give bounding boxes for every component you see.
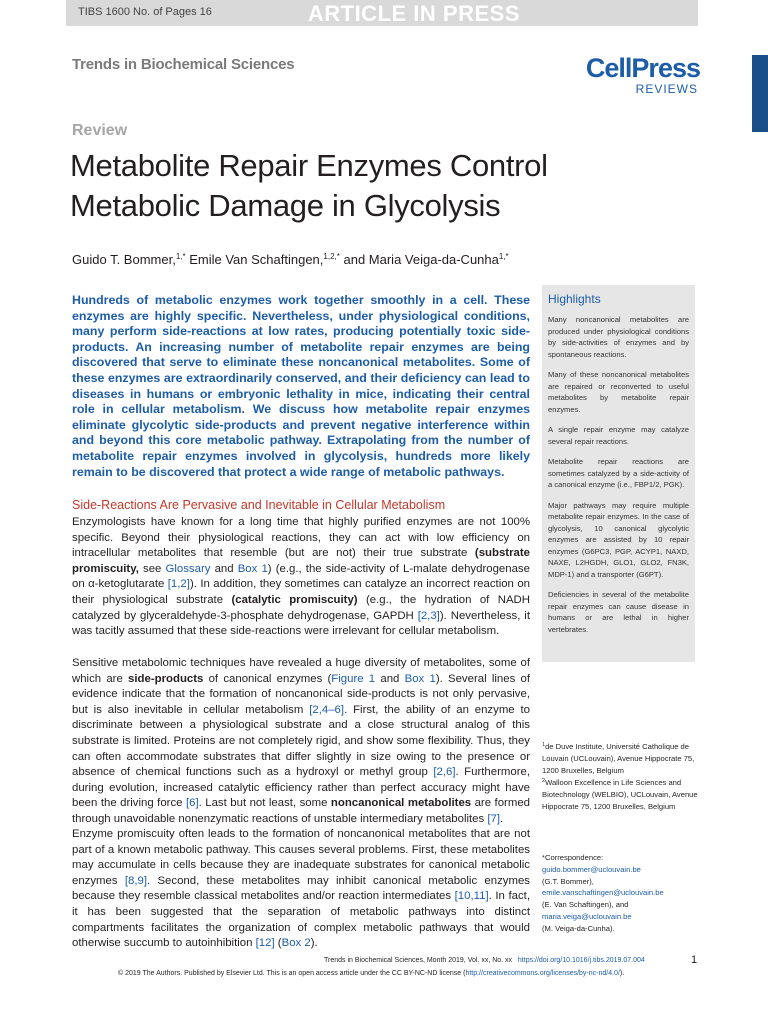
affiliation-text: de Duve Institute, Université Catholique de Louvain (UCLouvain), Avenue Hippocrate 75, 1200 Bruxelles, Belgium	[542, 742, 695, 775]
email-link[interactable]: maria.veiga@uclouvain.be	[542, 911, 632, 921]
correspondence-label: *Correspondence:	[542, 853, 604, 862]
text-run: . In fact, it has been suggested that the separation of metabolic pathways into distinct compartments facilitates the organization of complex metabolic pathways that would otherwise succumb to autoinhibition	[72, 890, 530, 950]
article-in-press-label: ARTICLE IN PRESS	[307, 1, 520, 26]
license-text: © 2019 The Authors. Published by Elsevier Ltd. This is an open access article under the CC BY-NC-ND license (	[118, 970, 466, 977]
affiliation-text: Walloon Excellence in Life Sciences and Biotechnology (WELBIO), UCLouvain, Avenue Hippocrate 75, 1200 Bruxelles, Belgium	[542, 778, 698, 811]
license-link[interactable]: http://creativecommons.org/licenses/by-nc-nd/4.0/	[465, 970, 620, 977]
reference-link[interactable]: [12]	[255, 937, 275, 950]
box-link[interactable]: Box 2	[281, 937, 311, 950]
author-name: and Maria Veiga-da-Cunha	[339, 252, 499, 267]
highlight-item: Deficiencies in several of the metabolite repair enzymes can cause disease in humans or are lethal in higher vertebrates.	[548, 590, 689, 634]
highlight-item: Many of these noncanonical metabolites are repaired or reconverted to useful metabolites by metabolite repair enzymes.	[548, 370, 689, 414]
highlight-item: Major pathways may require multiple metabolite repair enzymes. In the case of glycolysis, 10 canonical glycolytic enzymes are assisted by 10 repair enzymes (G6PC3, PGP, ACYP1, NAXD, NAXE, L2HGDH, GLO1, GLO2, FN3K, MDP-1) and a transporter (G6PT).	[548, 500, 689, 579]
article-title: Metabolite Repair Enzymes Control Metabolic Damage in Glycolysis	[70, 148, 548, 223]
text-run: ). Several lines of evidence indicate that the formation of noncanonical side-products is not only pervasive, but is also inevitable in cellular metabolism	[72, 672, 530, 716]
highlights-heading: Highlights	[548, 292, 601, 306]
box-link[interactable]: Box 1	[404, 672, 436, 685]
correspondent-name: (M. Veiga-da-Cunha).	[542, 923, 615, 933]
highlight-item: Metabolite repair reactions are sometimes catalyzed by a side-activity of a canonical enzyme (i.e., FBP1/2, PGK).	[548, 457, 689, 489]
side-color-tab	[752, 55, 768, 132]
text-run: of canonical enzymes (	[203, 672, 332, 685]
highlight-item: Many noncanonical metabolites are produced under physiological conditions by side-activities of enzymes and by spontaneous reactions.	[548, 315, 689, 359]
text-run: . Last but not least, some	[198, 797, 331, 810]
author-list	[72, 252, 509, 267]
affiliation-mark: 1	[542, 742, 546, 748]
doi-link[interactable]: https://doi.org/10.1016/j.tibs.2019.07.004	[517, 957, 645, 964]
article-in-press-banner	[66, 0, 698, 26]
author-affiliation-mark: 1,2,*	[323, 252, 340, 261]
email-link[interactable]: emile.vanschaftingen@uclouvain.be	[542, 888, 664, 898]
author-name: Guido T. Bommer,	[72, 252, 176, 267]
correspondent-name: (G.T. Bommer),	[542, 876, 594, 886]
article-type: Review	[72, 122, 128, 139]
citation-text: Trends in Biochemical Sciences, Month 2019, Vol. xx, No. xx	[324, 957, 513, 964]
term-substrate-promiscuity: (substrate promiscuity,	[72, 547, 530, 575]
text-run: . Furthermore, during evolution, increased catalytic efficiency rather than perfect accuracy might have been the driving force	[72, 766, 531, 810]
text-run: ).	[310, 937, 318, 950]
text-run: Enzyme promiscuity often leads to the formation of noncanonical metabolites that are not part of a known metabolic pathway. This causes several problems. First, these metabolites may accumulate in cells because they are inadequate substrates for canonical metabolic enzymes	[72, 828, 530, 887]
reference-link[interactable]: [1,2]	[167, 578, 190, 591]
reference-link[interactable]: [2,4–6]	[309, 703, 345, 716]
reference-link[interactable]: [6]	[185, 797, 199, 810]
logo-cellpress-text: CellPress	[585, 53, 700, 83]
text-run: (e.g., the hydration of NADH catalyzed by glyceraldehyde-3-phosphate dehydrogenase, GAPDH	[72, 593, 530, 622]
license-text: ).	[619, 970, 625, 977]
page-meta: TIBS 1600 No. of Pages 16	[78, 6, 212, 18]
cellpress-logo	[580, 53, 700, 95]
text-run: and	[210, 562, 238, 575]
body-paragraph-1	[72, 515, 530, 640]
glossary-link[interactable]: Glossary	[165, 562, 211, 575]
reference-link[interactable]: [7]	[487, 812, 501, 825]
journal-name: Trends in Biochemical Sciences	[72, 56, 295, 73]
page-number: 1	[691, 954, 698, 966]
text-run: ) (e.g., the side-activity of L-malate dehydrogenase on α-ketoglutarate	[72, 562, 530, 591]
affiliations	[542, 740, 702, 813]
text-run: see	[138, 562, 166, 575]
email-link[interactable]: guido.bommer@uclouvain.be	[542, 864, 641, 874]
author-affiliation-mark: 1,*	[498, 252, 509, 261]
highlights-box	[542, 285, 695, 662]
correspondent-name: (E. Van Schaftingen), and	[542, 900, 629, 910]
affiliation-1	[542, 740, 702, 776]
term-side-products: side-products	[128, 672, 204, 685]
reference-link[interactable]: [2,3]	[417, 609, 440, 622]
figure-link[interactable]: Figure 1	[331, 672, 376, 685]
box-link[interactable]: Box 1	[237, 562, 268, 575]
correspondence	[542, 852, 702, 935]
text-run: are formed through unavoidable nonenzymatic reactions of unstable intermediary metabolites	[72, 797, 530, 825]
text-run: . Second, these metabolites may inhibit canonical metabolic enzymes because they resemble classical metabolites and/or reaction intermediates	[72, 874, 530, 903]
footer-license	[118, 970, 624, 977]
text-run: ). Nevertheless, it was tacitly assumed that these side-reactions were irrelevant for cellular metabolism.	[72, 609, 530, 638]
section-heading: Side-Reactions Are Pervasive and Inevitable in Cellular Metabolism	[72, 498, 446, 512]
text-run: .	[500, 812, 504, 825]
text-run: (	[274, 937, 282, 950]
text-run: ). In addition, they sometimes can catalyze an incorrect reaction on their physiological substrate	[72, 578, 530, 606]
term-catalytic-promiscuity: (catalytic promiscuity)	[231, 593, 358, 606]
reference-link[interactable]: [8,9]	[124, 874, 148, 887]
abstract: Hundreds of metabolic enzymes work together smoothly in a cell. These enzymes are highly specific. Nevertheless, under physiological conditions, many perform side-reactions at low rates, producing potentially toxic side-products. An increasing number of metabolite repair enzymes are being discovered that serve to eliminate these noncanonical metabolites. Some of these enzymes are extraordinarily conserved, and their deficiency can lead to diseases in humans or embryonic lethality in mice, indicating their central role in cellular metabolism. We discuss how metabolite repair enzymes eliminate glycolytic side-products and prevent negative interference within and beyond this core metabolic pathway. Extrapolating from the number of metabolite repair enzymes involved in glycolysis, hundreds more likely remain to be discovered that protect a wide range of metabolic pathways.	[72, 293, 530, 479]
logo-reviews-text: REVIEWS	[635, 82, 698, 96]
footer-citation	[324, 957, 645, 964]
term-noncanonical-metabolites: noncanonical metabolites	[330, 797, 472, 810]
body-paragraph-2	[72, 656, 530, 828]
author-affiliation-mark: 1,*	[175, 252, 186, 261]
reference-link[interactable]: [10,11]	[454, 890, 489, 903]
text-run: Sensitive metabolomic techniques have revealed a huge diversity of metabolites, some of which are	[72, 657, 530, 685]
text-run: and	[375, 672, 405, 685]
reference-link[interactable]: [2,6]	[433, 766, 456, 779]
highlight-item: A single repair enzyme may catalyze several repair reactions.	[548, 425, 689, 446]
affiliation-mark: 2	[542, 778, 546, 785]
body-paragraph-3	[72, 827, 530, 952]
author-name: Emile Van Schaftingen,	[185, 252, 324, 267]
text-run: . First, the ability of an enzyme to discriminate between a physiological substrate and a close structural analog of this substrate is limited. Proteins are not completely rigid, and show some flexibility. Thus, they can often accommodate substrates that differ slightly in size owing to the presence or absence of chemical functions such as a hydroxyl or methyl group	[72, 703, 530, 779]
affiliation-2	[542, 776, 702, 812]
text-run: Enzymologists have known for a long time that highly purified enzymes are not 100% specific. Beyond their physiological reactions, they can act with low efficiency on intracellular metabolites that resemble (but are not) their true substrate	[72, 516, 530, 560]
